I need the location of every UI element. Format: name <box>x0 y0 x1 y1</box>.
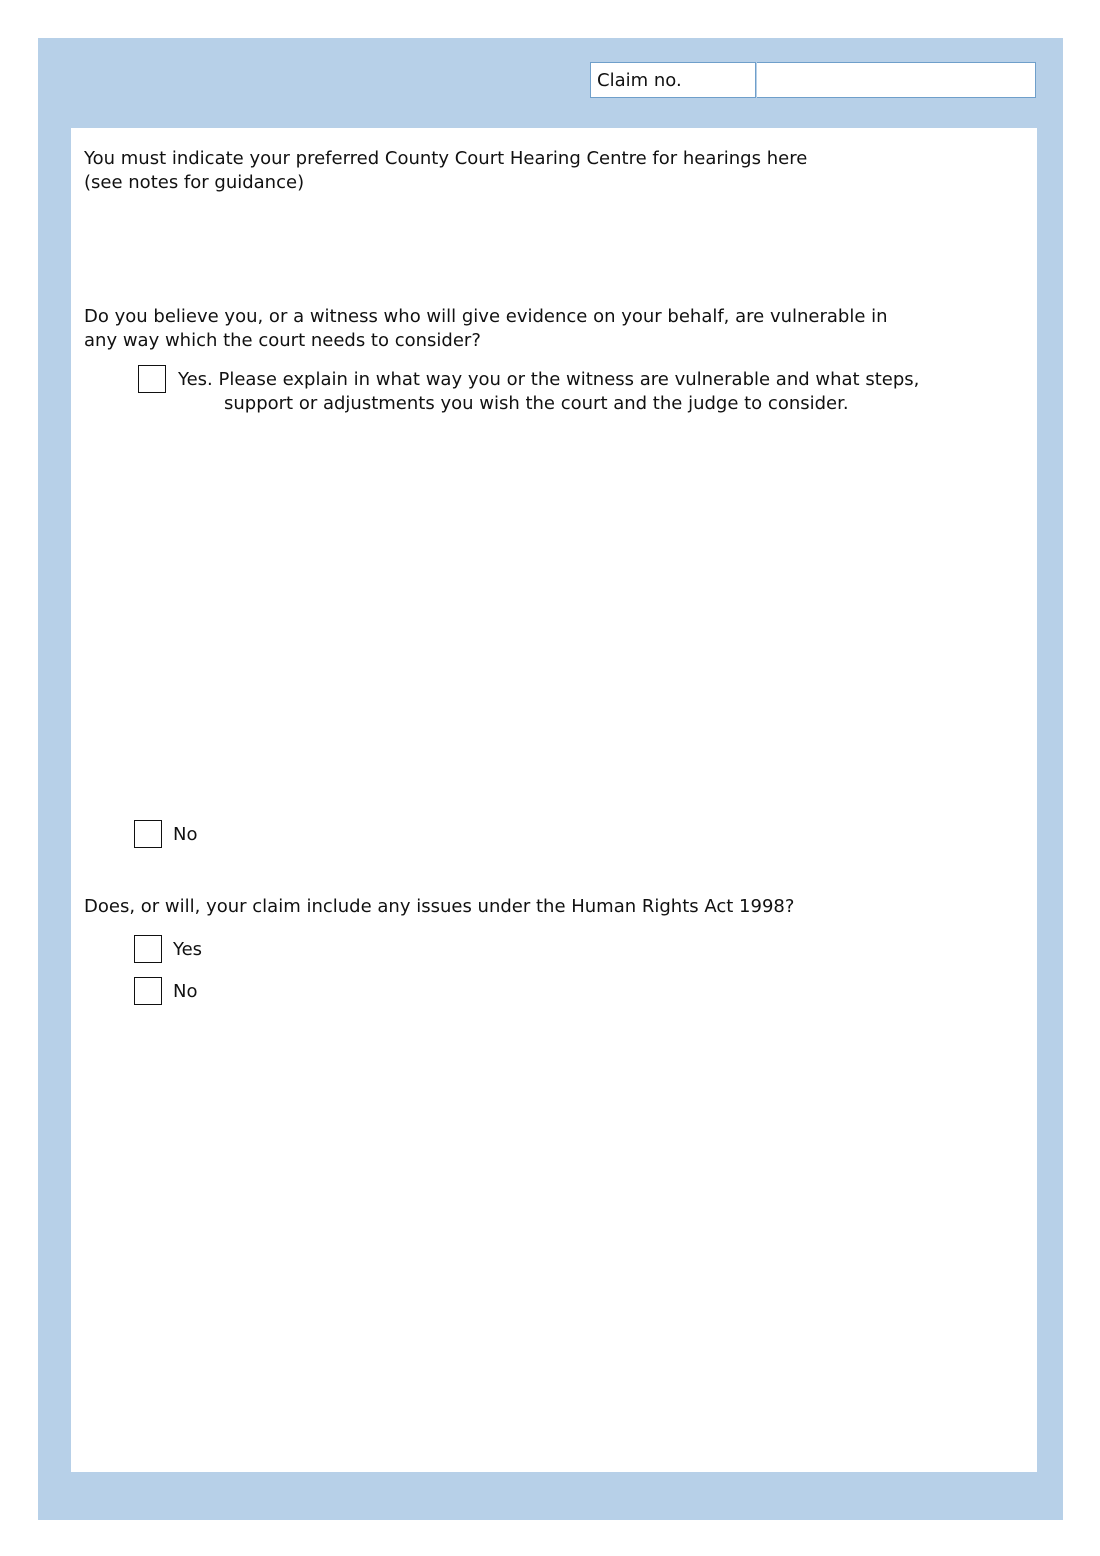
claim-no-label: Claim no. <box>590 62 756 98</box>
vulnerable-yes-label-line2: support or adjustments you wish the court and the judge to consider. <box>224 393 849 414</box>
claim-no-field[interactable] <box>757 62 1036 98</box>
vulnerable-yes-checkbox[interactable] <box>138 365 166 393</box>
form-panel <box>71 128 1037 1472</box>
hearing-centre-prompt-line2: (see notes for guidance) <box>84 172 305 193</box>
vulnerable-no-label: No <box>173 824 198 845</box>
vulnerable-question-line1: Do you believe you, or a witness who will give evidence on your behalf, are vulnerable in <box>84 306 888 327</box>
human-rights-no-label: No <box>173 981 198 1002</box>
hearing-centre-prompt-line1: You must indicate your preferred County Court Hearing Centre for hearings here <box>84 148 808 169</box>
human-rights-yes-checkbox[interactable] <box>134 935 162 963</box>
human-rights-yes-label: Yes <box>173 939 203 960</box>
form-frame <box>38 38 1063 1520</box>
vulnerable-no-checkbox[interactable] <box>134 820 162 848</box>
vulnerable-yes-label-line1: Yes. Please explain in what way you or the witness are vulnerable and what steps, <box>178 369 920 390</box>
human-rights-question: Does, or will, your claim include any issues under the Human Rights Act 1998? <box>84 896 795 917</box>
vulnerable-question-line2: any way which the court needs to consider? <box>84 330 481 351</box>
human-rights-no-checkbox[interactable] <box>134 977 162 1005</box>
